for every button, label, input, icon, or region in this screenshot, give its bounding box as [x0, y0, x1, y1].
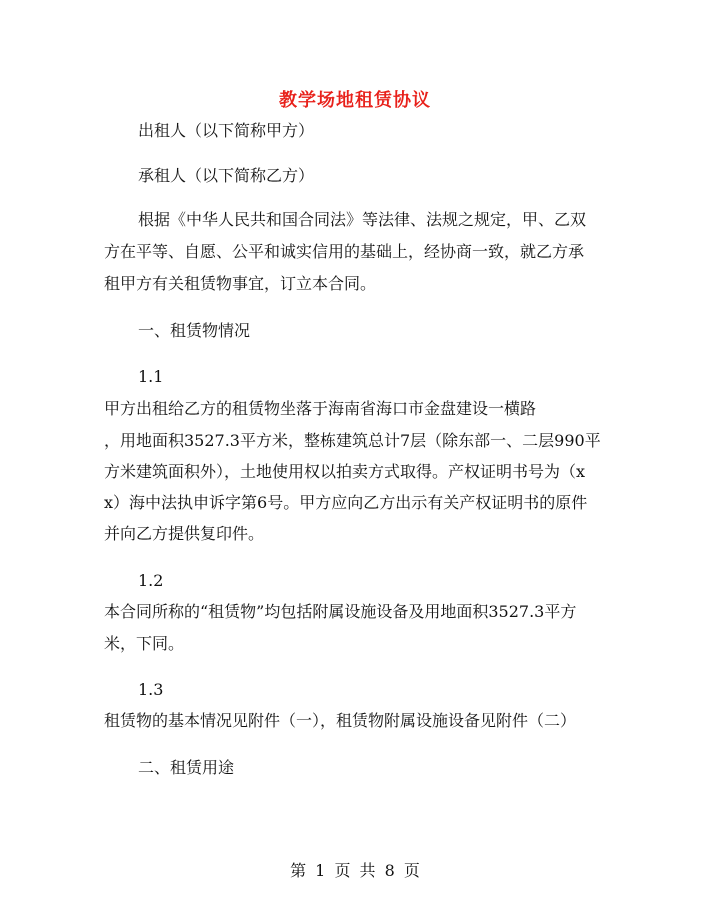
clause-1-2-number: 1.2 [138, 571, 164, 590]
page-footer: 第 1 页 共 8 页 [290, 861, 420, 880]
section-1-heading: 一、租赁物情况 [138, 321, 251, 340]
document-title: 教学场地租赁协议 [279, 90, 431, 111]
clause-1-1-line-2: ，用地面积3527.3平方米，整栋建筑总计7层（除东部一、二层990平 [104, 431, 601, 450]
clause-1-1-number: 1.1 [138, 367, 164, 386]
clause-1-2-line-1: 本合同所称的“租赁物”均包括附属设施设备及用地面积3527.3平方 [104, 602, 577, 621]
preamble-line-1: 根据《中华人民共和国合同法》等法律、法规之规定，甲、乙双 [138, 210, 587, 229]
preamble-line-2: 方在平等、自愿、公平和诚实信用的基础上，经协商一致，就乙方承 [104, 242, 585, 261]
clause-1-3-number: 1.3 [138, 680, 164, 699]
clause-1-2-line-2: 米，下同。 [104, 634, 185, 653]
lessor-line: 出租人（以下简称甲方） [138, 121, 315, 140]
clause-1-1-line-4: x）海中法执申诉字第6号。甲方应向乙方出示有关产权证明书的原件 [104, 493, 588, 512]
section-2-heading: 二、租赁用途 [138, 758, 235, 777]
clause-1-1-line-3: 方米建筑面积外），土地使用权以拍卖方式取得。产权证明书号为（x [104, 462, 586, 481]
clause-1-1-line-5: 并向乙方提供复印件。 [104, 524, 265, 543]
lessee-line: 承租人（以下简称乙方） [138, 166, 315, 185]
clause-1-1-line-1: 甲方出租给乙方的租赁物坐落于海南省海口市金盘建设一横路 [104, 399, 537, 418]
preamble-line-3: 租甲方有关租赁物事宜，订立本合同。 [104, 274, 377, 293]
clause-1-3-line-1: 租赁物的基本情况见附件（一），租赁物附属设施设备见附件（二） [104, 711, 577, 730]
